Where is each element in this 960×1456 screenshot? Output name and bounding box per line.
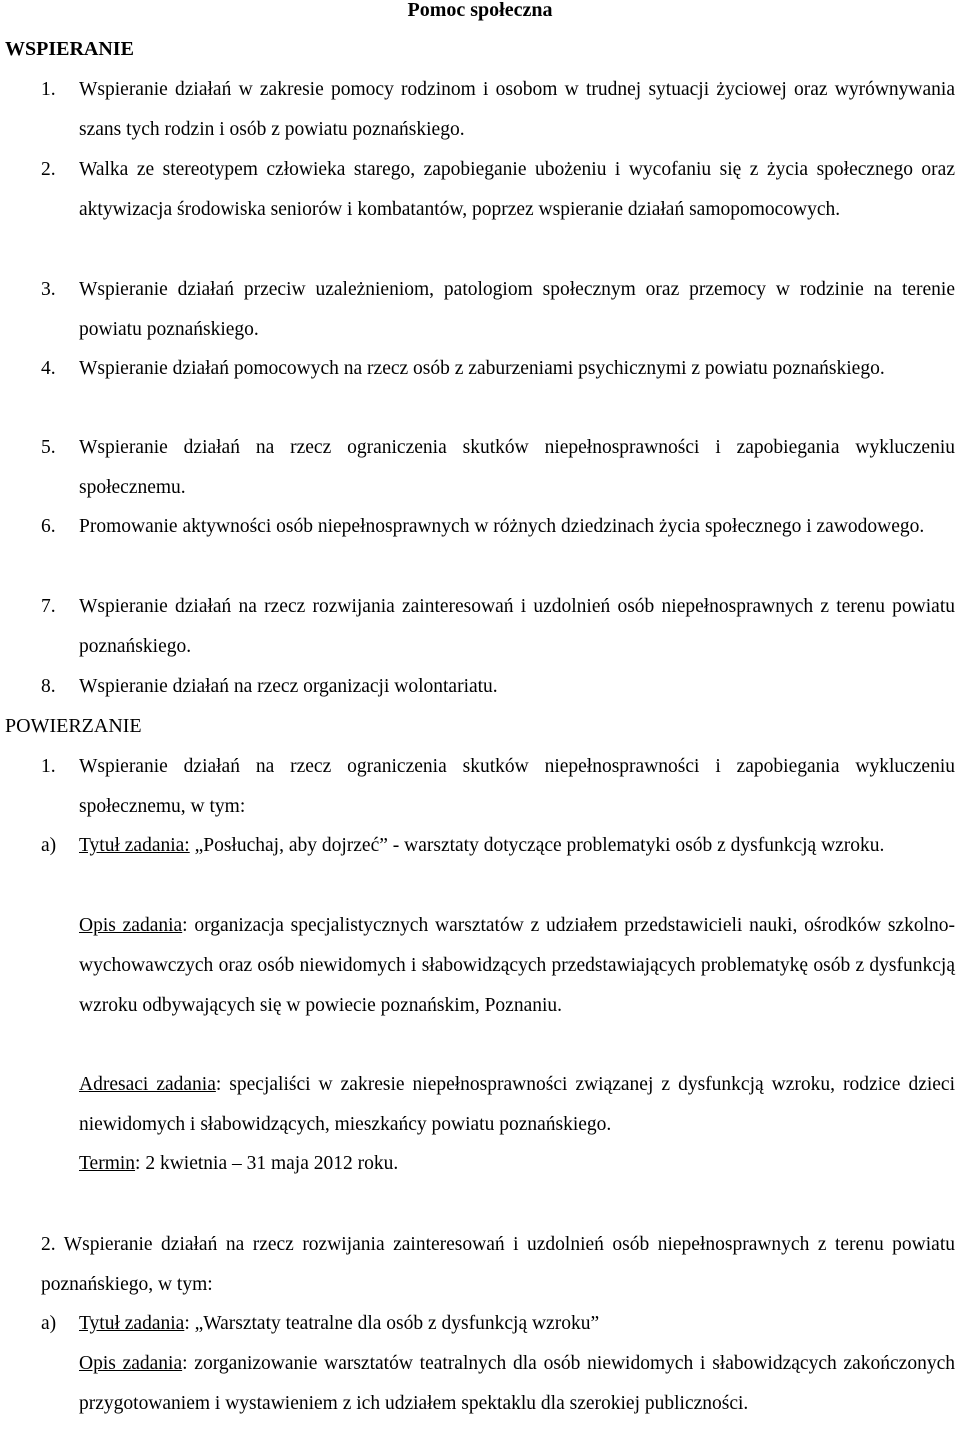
task-term [79,1144,955,1184]
task-title-label: Tytuł zadania [79,1313,185,1334]
list-item-number: 4. [41,358,56,379]
list-item [41,70,955,150]
description-value: : organizacja specjalistycznych warsztatów z udziałem przedstawicieli nauki, ośrodków szkolno-wychowawczych oraz osób niewidomych i słabowidzących przedstawiających problematykę osób z dysfunkcją wzroku odbywających się w powiecie poznańskim, Poznaniu. [79,915,955,1016]
list-item [41,428,955,508]
list-item-text: Wspieranie działań w zakresie pomocy rodzinom i osobom w trudnej sytuacji życiowej oraz wyrównywania szans tych rodzin i osób z powiatu poznańskiego. [79,79,955,140]
list-item-text: Promowanie aktywności osób niepełnosprawnych w różnych dziedzinach życia społecznego i zawodowego. [79,516,925,537]
task-description-2 [79,1344,955,1424]
description-value: : zorganizowanie warsztatów teatralnych dla osób niewidomych i słabowidzących zakończonych przygotowaniem i wystawieniem z ich udziałem spektaklu dla szerokiej publiczności. [79,1353,955,1414]
task-item-2: 2. Wspieranie działań na rzecz rozwijania zainteresowań i uzdolnień osób niepełnosprawnych z terenu powiatu poznańskiego, w tym: [41,1234,955,1295]
task-title-value: : „Warsztaty teatralne dla osób z dysfunkcją wzroku” [184,1313,600,1334]
description-label: Opis zadania [79,1353,183,1374]
list-item-number: 3. [41,279,56,300]
list-item-number: 8. [41,676,56,697]
list-item [41,507,955,547]
list-item-number: 7. [41,596,56,617]
list-item [41,349,955,389]
list-item-text: Wspieranie działań pomocowych na rzecz osób z zaburzeniami psychicznymi z powiatu poznańskiego. [79,358,885,379]
list-item-text: Wspieranie działań na rzecz ograniczenia skutków niepełnosprawności i zapobiegania wykluczeniu społecznemu. [79,437,955,498]
list-item-text: Wspieranie działań przeciw uzależnieniom, patologiom społecznym oraz przemocy w rodzinie na terenie powiatu poznańskiego. [79,279,955,340]
section-heading-powierzanie: POWIERZANIE [5,715,142,737]
term-value: : 2 kwietnia – 31 maja 2012 roku. [135,1153,399,1174]
task-subitem-2 [41,1304,955,1344]
task-title-value: „Posłuchaj, aby dojrzeć” - warsztaty dotyczące problematyki osób z dysfunkcją wzroku. [189,835,885,856]
description-label: Opis zadania [79,915,183,936]
recipients-label: Adresaci zadania [79,1074,216,1095]
recipients-value: : specjaliści w zakresie niepełnosprawności związanej z dysfunkcją wzroku, rodzice dzieci niewidomych i słabowidzących, mieszkańcy powiatu poznańskiego. [79,1074,955,1135]
page-title: Pomoc społeczna [407,0,553,21]
list-item-text: Wspieranie działań na rzecz rozwijania zainteresowań i uzdolnień osób niepełnosprawnych z terenu powiatu poznańskiego. [79,596,955,657]
list-item-number: 6. [41,516,56,537]
list-item-number: 2. [41,159,56,180]
task-title-label: Tytuł zadania: [79,835,190,856]
list-item [41,270,955,350]
term-label: Termin [79,1153,136,1174]
section-heading-wspieranie: WSPIERANIE [5,38,134,60]
task-recipients [79,1065,955,1145]
task-item [41,747,955,827]
subitem-letter: a) [41,1313,57,1334]
list-item-text: Walka ze stereotypem człowieka starego, zapobieganie ubożeniu i wycofaniu się z życia społecznego oraz aktywizacja środowiska seniorów i kombatantów, poprzez wspieranie działań samopomocowych. [79,159,955,220]
list-item [41,150,955,230]
list-item-number: 5. [41,437,56,458]
task-item-text: Wspieranie działań na rzecz ograniczenia skutków niepełnosprawności i zapobiegania wykluczeniu społecznemu, w tym: [79,756,955,817]
subitem-letter: a) [41,835,57,856]
task-description [79,906,955,1026]
task-item-number: 1. [41,756,56,777]
list-item-number: 1. [41,79,56,100]
list-item-text: Wspieranie działań na rzecz organizacji wolontariatu. [79,676,498,697]
list-item [41,587,955,667]
list-item [41,667,955,707]
task-subitem [41,826,955,866]
